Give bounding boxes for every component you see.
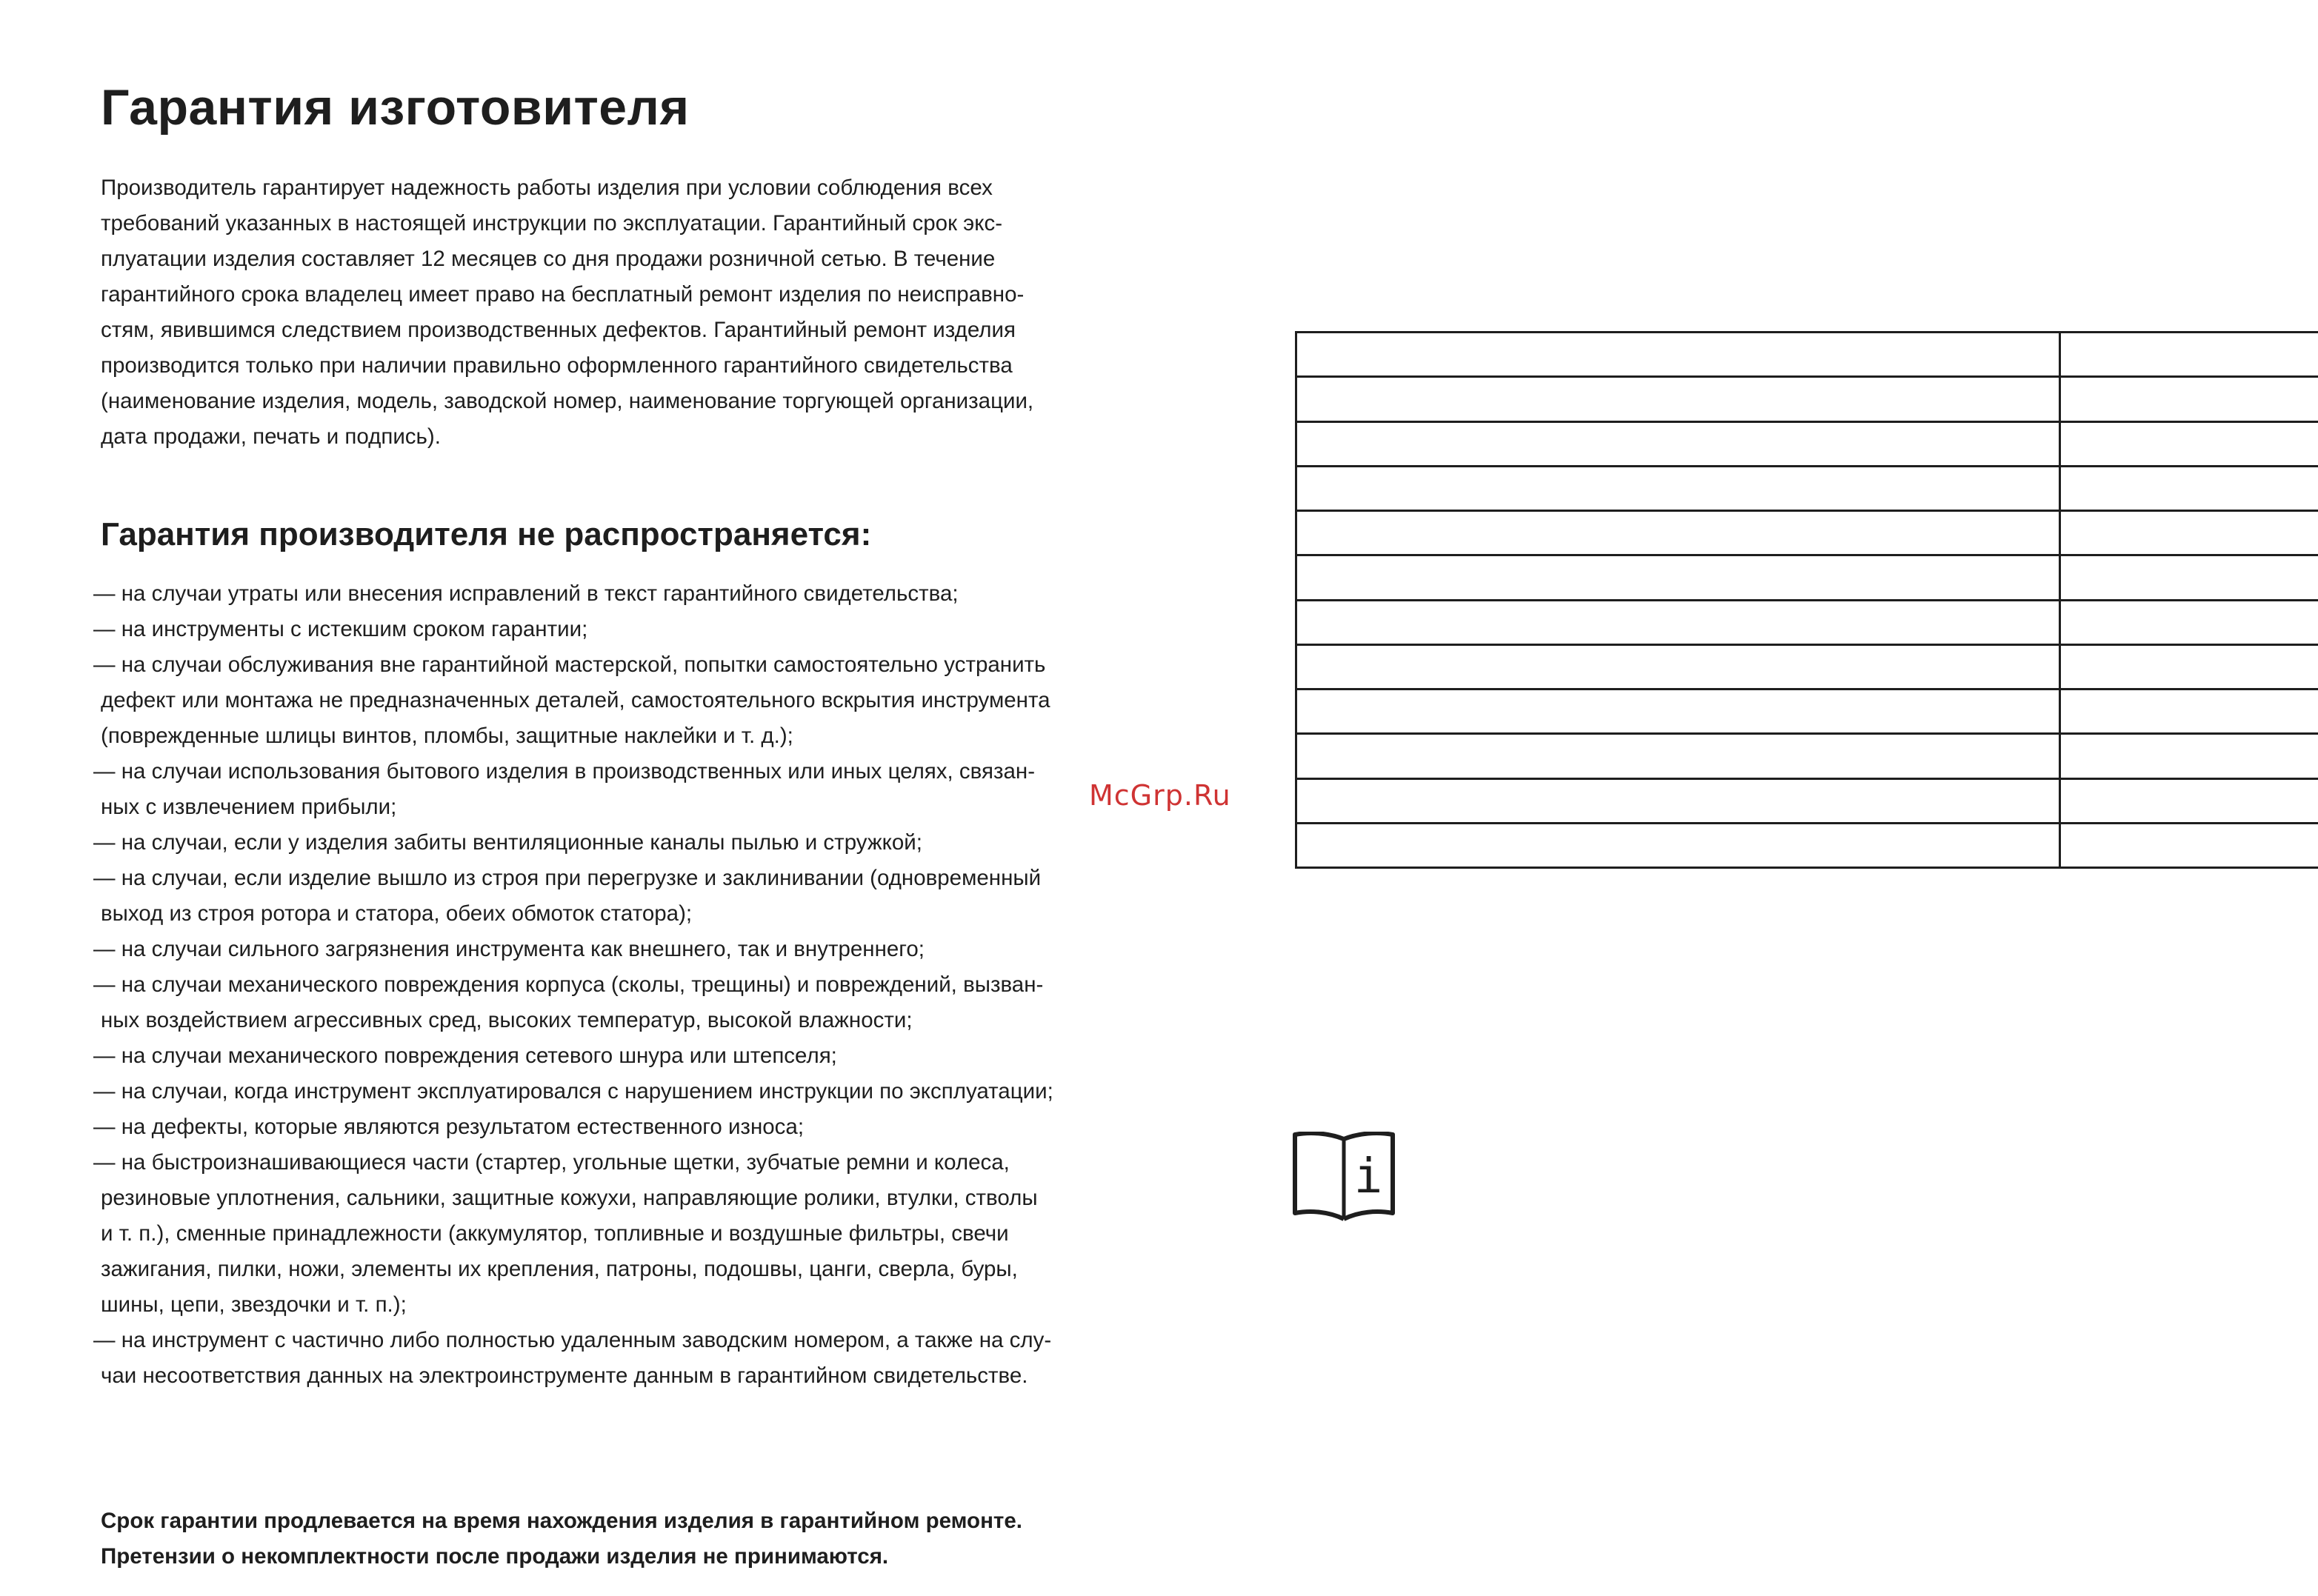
list-item [93,1038,1145,1074]
manual-info-icon [1292,1132,1396,1223]
list-item-line: — на случаи утраты или внесения исправлений в текст гарантийного свидетельства; [93,581,959,606]
list-item-line: выход из строя ротора и статора, обеих обмоток статора); [101,901,693,926]
intro-line: Производитель гарантирует надежность работы изделия при условии соблюдения всех [101,176,993,200]
table-cell-description [1296,511,2060,555]
list-item [93,576,1145,612]
table-cell-description [1296,823,2060,867]
list-item-line: — на случаи, когда инструмент эксплуатировался с нарушением инструкции по эксплуатации; [93,1079,1053,1103]
table-cell-description [1296,555,2060,600]
table-cell-description [1296,644,2060,689]
watermark: McGrp.Ru [1089,779,1231,812]
table-cell-value [2060,333,2318,377]
table-row [1296,823,2318,867]
list-item-line: — на случаи сильного загрязнения инструмента как внешнего, так и внутреннего; [93,937,925,961]
service-record-table [1295,331,2318,869]
table-row [1296,421,2318,466]
list-item-line: дефект или монтажа не предназначенных деталей, самостоятельного вскрытия инструмента [101,688,1050,712]
table-row [1296,466,2318,510]
intro-paragraph [101,170,1138,455]
table-cell-description [1296,690,2060,734]
book-left-page [1295,1133,1344,1219]
list-item-line: — на инструменты с истекшим сроком гарантии; [93,617,588,641]
table-cell-value [2060,421,2318,466]
list-item-line: — на дефекты, которые являются результатом естественного износа; [93,1115,805,1139]
table-row [1296,734,2318,778]
warranty-section [93,74,1138,1569]
exclusions-list [93,576,1145,1394]
list-item [93,1145,1145,1323]
table-cell-description [1296,466,2060,510]
table-cell-description [1296,377,2060,421]
footer-notes [101,1503,1153,1575]
section-subtitle: Гарантия производителя не распространяется: [101,516,872,552]
table-cell-description [1296,600,2060,644]
list-item-line: ных воздействием агрессивных сред, высоких температур, высокой влажности; [101,1008,913,1032]
list-item-line: ных с извлечением прибыли; [101,795,397,819]
list-item-line: — на случаи, если у изделия забиты вентиляционные каналы пылью и стружкой; [93,830,922,855]
table-cell-value [2060,377,2318,421]
table-cell-value [2060,778,2318,823]
table-row [1296,778,2318,823]
list-item-line: чаи несоответствия данных на электроинструменте данным в гарантийном свидетельстве. [101,1363,1028,1388]
intro-line: гарантийного срока владелец имеет право на бесплатный ремонт изделия по неисправно- [101,282,1025,307]
info-glyph: i [1353,1149,1383,1204]
table-row [1296,690,2318,734]
list-item-line: — на случаи, если изделие вышло из строя при перегрузке и заклинивании (одновременный [93,866,1042,890]
list-item [93,967,1145,1038]
list-item-line: — на случаи обслуживания вне гарантийной мастерской, попытки самостоятельно устранить [93,652,1046,677]
table-row [1296,600,2318,644]
list-item-line: (поврежденные шлицы винтов, пломбы, защитные наклейки и т. д.); [101,724,793,748]
table-row [1296,511,2318,555]
table-cell-value [2060,734,2318,778]
list-item [93,1323,1145,1394]
list-item-line: — на случаи использования бытового изделия в производственных или иных целях, связан- [93,759,1036,784]
list-item [93,932,1145,967]
table-cell-value [2060,511,2318,555]
table-row [1296,555,2318,600]
intro-line: стям, явившимся следствием производственных дефектов. Гарантийный ремонт изделия [101,318,1016,342]
table-cell-description [1296,734,2060,778]
footer-note: Срок гарантии продлевается на время нахождения изделия в гарантийном ремонте. [101,1509,1022,1533]
list-item [93,612,1145,647]
list-item-line: — на быстроизнашивающиеся части (стартер, угольные щетки, зубчатые ремни и колеса, [93,1150,1010,1175]
intro-line: производится только при наличии правильно оформленного гарантийного свидетельства [101,353,1013,378]
table-cell-value [2060,823,2318,867]
table-row [1296,644,2318,689]
table-cell-description [1296,421,2060,466]
table-cell-value [2060,644,2318,689]
list-item-line: — на инструмент с частично либо полностью удаленным заводским номером, а также на слу- [93,1328,1052,1352]
list-item [93,754,1145,825]
table-cell-value [2060,466,2318,510]
table-cell-description [1296,778,2060,823]
list-item [93,825,1145,861]
page-title: Гарантия изготовителя [101,79,690,136]
list-item [93,861,1145,932]
list-item-line: — на случаи механического повреждения сетевого шнура или штепселя; [93,1044,837,1068]
list-item-line: шины, цепи, звездочки и т. п.); [101,1292,407,1317]
intro-line: плуатации изделия составляет 12 месяцев со дня продажи розничной сетью. В течение [101,247,996,271]
list-item-line: резиновые уплотнения, сальники, защитные кожухи, направляющие ролики, втулки, стволы [101,1186,1038,1210]
list-item [93,647,1145,754]
footer-note: Претензии о некомплектности после продажи изделия не принимаются. [101,1544,889,1569]
list-item-line: и т. п.), сменные принадлежности (аккумулятор, топливные и воздушные фильтры, свечи [101,1221,1009,1246]
list-item-line: зажигания, пилки, ножи, элементы их крепления, патроны, подошвы, цанги, сверла, буры, [101,1257,1018,1281]
table-row [1296,377,2318,421]
list-item [93,1109,1145,1145]
intro-line: требований указанных в настоящей инструкции по эксплуатации. Гарантийный срок экс- [101,211,1003,236]
list-item [93,1074,1145,1109]
table-cell-value [2060,690,2318,734]
service-record-table-body [1296,333,2318,868]
table-cell-value [2060,555,2318,600]
table-row [1296,333,2318,377]
intro-line: дата продажи, печать и подпись). [101,424,441,449]
table-cell-description [1296,333,2060,377]
list-item-line: — на случаи механического повреждения корпуса (сколы, трещины) и повреждений, вызван- [93,972,1044,997]
table-cell-value [2060,600,2318,644]
intro-line: (наименование изделия, модель, заводской номер, наименование торгующей организации, [101,389,1034,413]
